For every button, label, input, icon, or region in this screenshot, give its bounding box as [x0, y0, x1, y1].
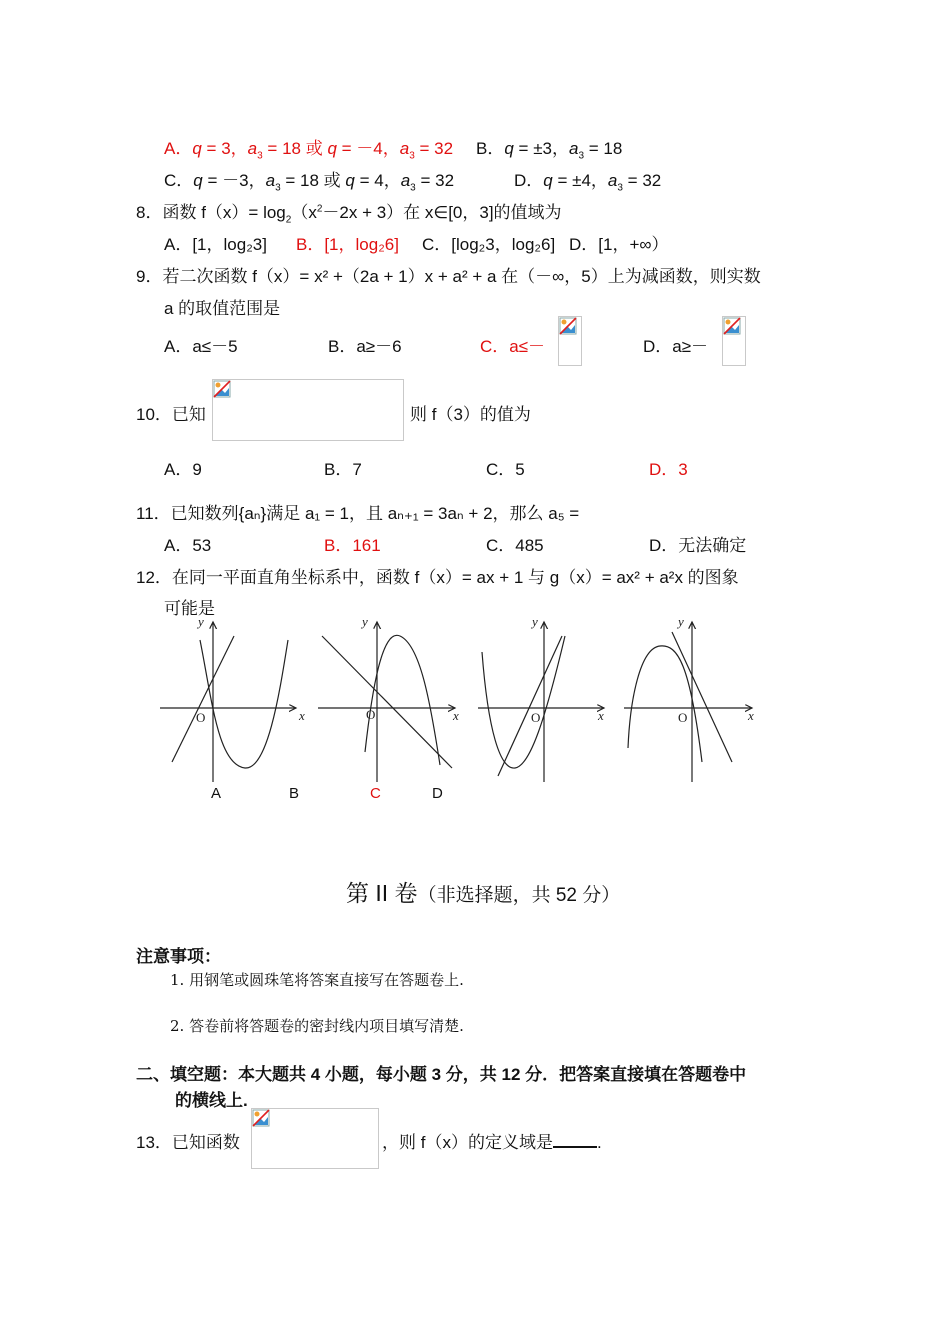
graph-d-origin: O [678, 710, 688, 725]
graph-b [318, 622, 455, 782]
q10-piecewise-function-image [212, 379, 404, 441]
graph-a-x-label: x [299, 708, 305, 723]
q10-option-a: A．9 [164, 460, 202, 479]
q11-stem: 11．已知数列{aₙ}满足 a₁ = 1，且 aₙ₊₁ = 3aₙ + 2，那么 a₅ = [136, 504, 580, 523]
q13-function-image [251, 1108, 379, 1169]
q9-option-a: A．a≤－5 [164, 337, 238, 356]
q13-stem-pre: 13．已知函数 [136, 1133, 240, 1152]
part2-title: 第 II 卷（非选择题，共 52 分） [346, 880, 621, 906]
graph-c [478, 622, 604, 782]
q12-label-d: D [432, 785, 443, 802]
q9-option-c-fraction-image [558, 316, 582, 366]
q8-option-a: A．[1，log₂3] [164, 235, 267, 254]
q13-answer-blank[interactable] [553, 1132, 597, 1148]
graph-c-y-label: y [532, 614, 538, 629]
broken-image-icon [252, 1109, 270, 1127]
broken-image-icon [213, 380, 231, 398]
q10-option-d: D．3 [649, 460, 688, 479]
q8-option-b: B．[1，log₂6] [296, 235, 399, 254]
graph-c-line [498, 636, 562, 776]
q7-option-a: A．q = 3，$a_3 = 18$ 或 q = －4，$a_3 = 32$ [164, 139, 454, 162]
graph-a-origin: O [196, 710, 206, 725]
section2-heading-line2: 的横线上. [175, 1091, 248, 1110]
q9-option-d-fraction-image [722, 316, 746, 366]
q11-option-c: C．485 [486, 536, 544, 555]
graph-c-x-label: x [598, 708, 604, 723]
q9-stem-line1: 9．若二次函数 f（x）= x² +（2a + 1）x + a² + a 在（－∞，5）上为减函数，则实数 [136, 267, 761, 286]
q9-option-d: D．a≥－ [643, 337, 709, 356]
section2-heading-line1: 二、填空题：本大题共 4 小题，每小题 3 分，共 12 分．把答案直接填在答题卷中 [136, 1065, 747, 1084]
graph-d-y-label: y [678, 614, 684, 629]
q12-label-b: B [289, 785, 300, 802]
graph-b-x-label: x [453, 708, 459, 723]
q7-option-d: D．q = ±4，$a_3 = 32$ [514, 171, 662, 194]
notes-item-2: 2. 答卷前将答题卷的密封线内项目填写清楚. [170, 1017, 464, 1035]
q8-option-c: C．[log₂3，log₂6] [422, 235, 556, 254]
graph-c-origin: O [531, 710, 541, 725]
q9-option-b: B．a≥－6 [328, 337, 402, 356]
graph-b-origin: O [366, 707, 376, 722]
q7-option-c: C．q = －3，$a_3 = 18$ 或 q = 4，$a_3 = 32$ [164, 171, 455, 194]
graph-d [624, 622, 752, 782]
q8-stem: 8．函数 $f(x)= \log_2(x^2-2x + 3)$在 x∈[0，3]的值域为 [136, 203, 562, 226]
broken-image-icon [723, 317, 741, 335]
graph-d-line [672, 632, 732, 762]
q8-option-d: D．[1，+∞） [569, 235, 669, 254]
q7-option-b: B．q = ±3，$a_3 = 18$ [476, 139, 623, 162]
graph-a [160, 622, 296, 782]
q12-stem-line1: 12．在同一平面直角坐标系中，函数 f（x）= ax + 1 与 g（x）= ax² + a²x 的图象 [136, 568, 739, 587]
graph-b-parabola [365, 635, 440, 765]
q9-stem-line2: a 的取值范围是 [164, 299, 281, 318]
notes-item-1: 1. 用钢笔或圆珠笔将答案直接写在答题卷上. [170, 971, 464, 989]
graph-b-line [322, 636, 452, 768]
q12-label-c: C [370, 785, 381, 802]
q11-option-a: A．53 [164, 536, 212, 555]
q12-label-a: A [211, 785, 222, 802]
graph-d-parabola [628, 646, 702, 762]
notes-heading: 注意事项： [136, 947, 221, 966]
broken-image-icon [559, 317, 577, 335]
graph-d-x-label: x [748, 708, 754, 723]
q13-stem-post: ，则 f（x）的定义域是 . [382, 1133, 602, 1152]
q10-stem-post: 则 f（3）的值为 [410, 405, 531, 424]
q11-option-b: B．161 [324, 536, 381, 555]
q10-option-b: B．7 [324, 460, 362, 479]
graph-a-y-label: y [198, 614, 204, 629]
q11-option-d: D．无法确定 [649, 536, 747, 555]
q10-option-c: C．5 [486, 460, 525, 479]
q9-option-c: C．a≤－ [480, 337, 546, 356]
q12-stem-line2: 可能是 [164, 599, 215, 618]
q12-graphs [150, 612, 770, 782]
graph-b-y-label: y [362, 614, 368, 629]
q10-stem-pre: 10．已知 [136, 405, 206, 424]
